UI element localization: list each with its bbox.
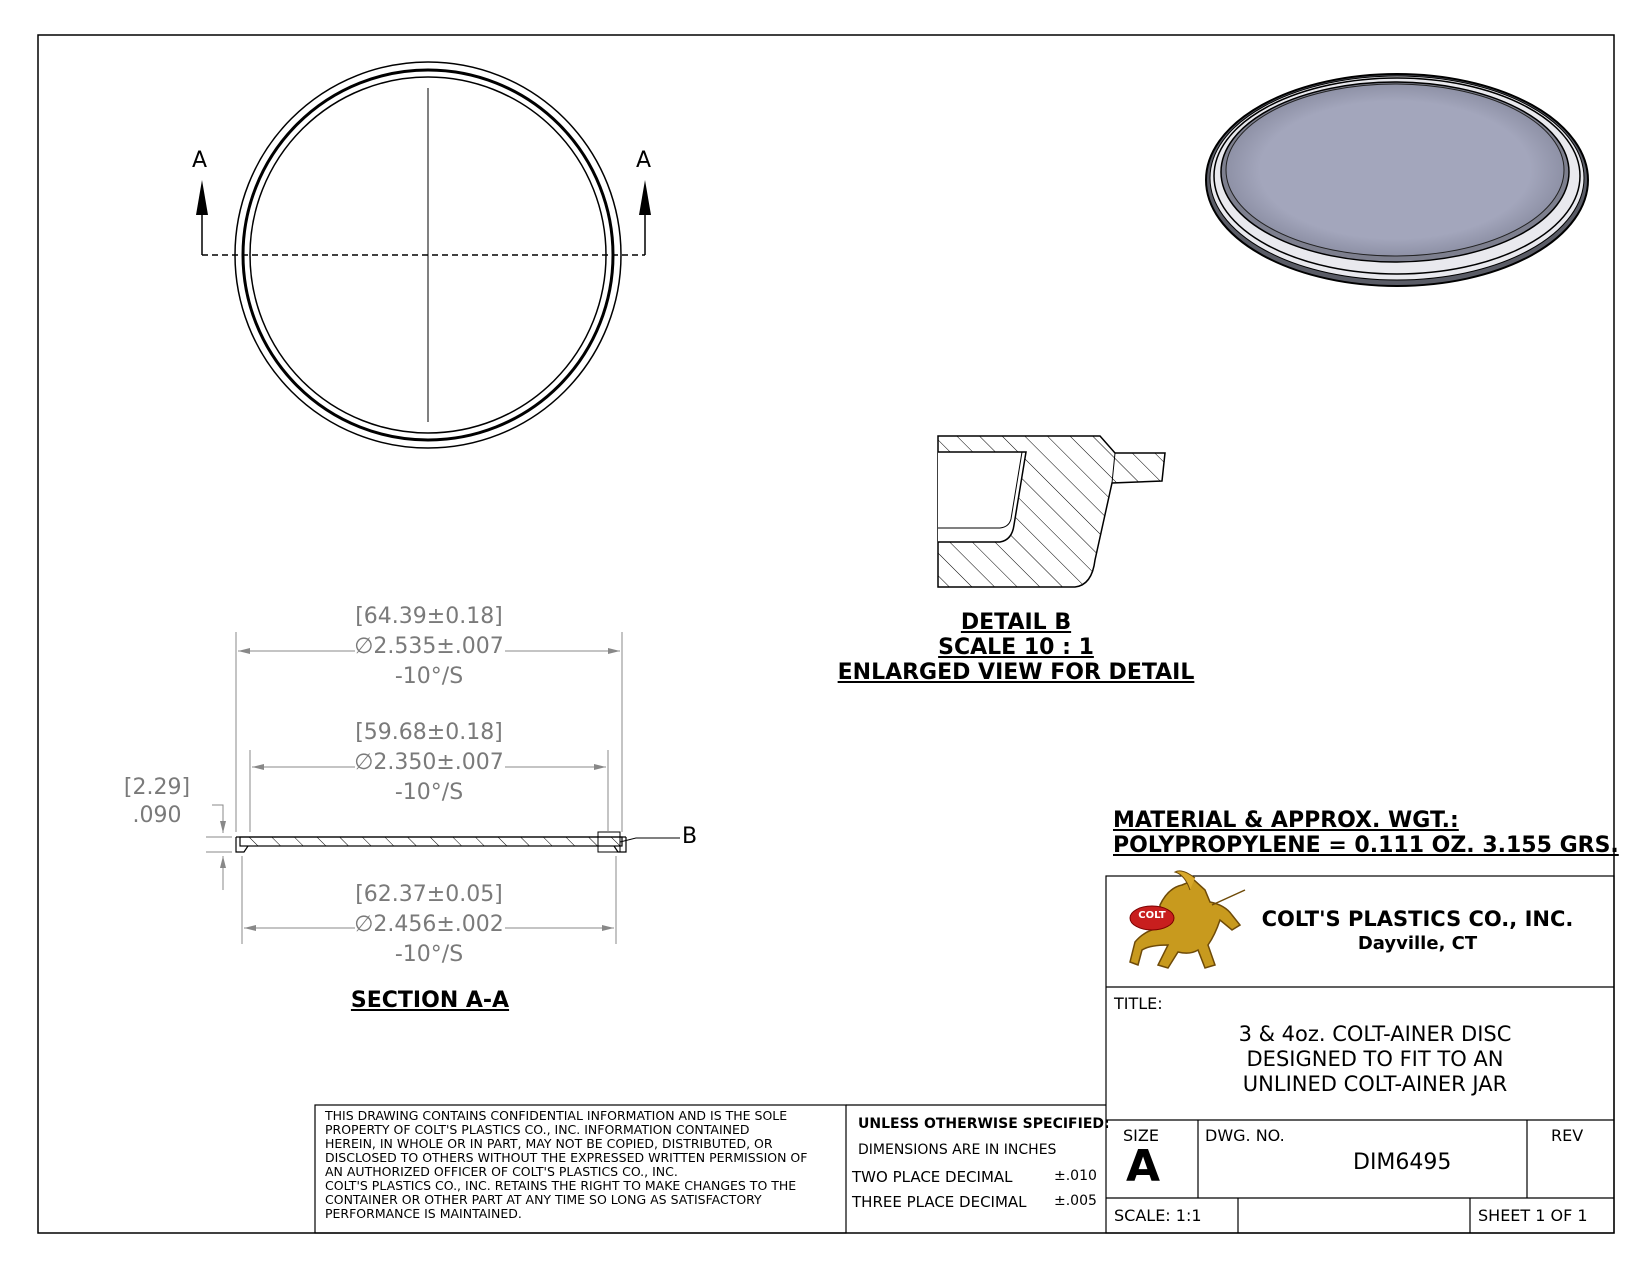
- section-label-right: A: [636, 148, 652, 173]
- tolerance-two-place-value: ±.010: [1054, 1168, 1097, 1184]
- material-block: [1113, 808, 1619, 858]
- tolerance-three-place-value: ±.005: [1054, 1193, 1097, 1209]
- dim-height: [112, 774, 202, 830]
- dim-bottom-metric: [62.37±0.05]: [355, 882, 503, 907]
- notice-line-4: DISCLOSED TO OTHERS WITHOUT THE EXPRESSED WRITTEN PERMISSION OF: [325, 1150, 808, 1165]
- section-label-left: A: [192, 148, 208, 173]
- sheet-number: SHEET 1 OF 1: [1478, 1206, 1588, 1225]
- detail-b-drawing: [938, 433, 1165, 587]
- dim-height-metric: [2.29]: [123, 775, 191, 800]
- dim-height-inch: .090: [132, 803, 182, 828]
- detail-b-titles: [826, 610, 1206, 685]
- dim-outer-draft: -10°/S: [394, 664, 464, 689]
- title-line-3: UNLINED COLT-AINER JAR: [1242, 1072, 1508, 1096]
- tolerance-heading: UNLESS OTHERWISE SPECIFIED:: [858, 1116, 1110, 1132]
- dwg-label: DWG. NO.: [1205, 1126, 1285, 1145]
- confidential-notice: [325, 1109, 845, 1221]
- logo-text: COLT: [1138, 910, 1166, 921]
- size-label: SIZE: [1123, 1126, 1159, 1145]
- notice-line-1: THIS DRAWING CONTAINS CONFIDENTIAL INFORMATION AND IS THE SOLE: [325, 1108, 788, 1123]
- scale-value: SCALE: 1:1: [1114, 1206, 1202, 1225]
- dim-bottom: [329, 880, 529, 970]
- size-value: A: [1126, 1141, 1161, 1192]
- dim-bottom-inch: ∅2.456±.002: [354, 912, 504, 937]
- notice-line-2: PROPERTY OF COLT'S PLASTICS CO., INC. INFORMATION CONTAINED: [325, 1122, 750, 1137]
- section-title: SECTION A-A: [350, 988, 510, 1013]
- title-label: TITLE:: [1114, 994, 1163, 1013]
- tolerance-two-place: TWO PLACE DECIMAL: [852, 1168, 1013, 1186]
- title-text: [1160, 1022, 1590, 1097]
- company-location: Dayville, CT: [1357, 933, 1478, 954]
- rev-label: REV: [1551, 1126, 1584, 1145]
- notice-line-5: AN AUTHORIZED OFFICER OF COLT'S PLASTICS CO., INC.: [325, 1164, 678, 1179]
- section-arrow-right: [639, 180, 651, 215]
- detail-b-scale: SCALE 10 : 1: [938, 635, 1094, 660]
- company-block: [1245, 906, 1590, 956]
- dim-outer: [329, 602, 529, 692]
- detail-b-leader: [620, 838, 680, 842]
- notice-line-3: HEREIN, IN WHOLE OR IN PART, MAY NOT BE COPIED, DISTRIBUTED, OR: [325, 1136, 773, 1151]
- dwg-number: DIM6495: [1353, 1150, 1452, 1175]
- dim-bottom-draft: -10°/S: [394, 942, 464, 967]
- detail-b-note: ENLARGED VIEW FOR DETAIL: [837, 660, 1195, 685]
- detail-b-title: DETAIL B: [960, 610, 1072, 635]
- notice-line-8: PERFORMANCE IS MAINTAINED.: [325, 1206, 522, 1221]
- title-line-2: DESIGNED TO FIT TO AN: [1246, 1047, 1504, 1071]
- dim-inner: [329, 718, 529, 808]
- dim-inner-inch: ∅2.350±.007: [354, 750, 504, 775]
- dim-outer-metric: [64.39±0.18]: [355, 604, 503, 629]
- notice-line-6: COLT'S PLASTICS CO., INC. RETAINS THE RIGHT TO MAKE CHANGES TO THE: [325, 1178, 797, 1193]
- material-line2: POLYPROPYLENE = 0.111 OZ. 3.155 GRS.: [1113, 833, 1619, 858]
- notice-line-7: CONTAINER OR OTHER PART AT ANY TIME SO LONG AS SATISFACTORY: [325, 1192, 762, 1207]
- detail-b-callout-label: B: [682, 824, 698, 849]
- iso-disc: [1206, 74, 1588, 286]
- company-name: COLT'S PLASTICS CO., INC.: [1261, 907, 1574, 931]
- section-arrow-left: [196, 180, 208, 215]
- dim-inner-metric: [59.68±0.18]: [355, 720, 503, 745]
- plan-view: [196, 62, 651, 448]
- dim-outer-inch: ∅2.535±.007: [354, 634, 504, 659]
- material-line1: MATERIAL & APPROX. WGT.:: [1113, 808, 1459, 833]
- title-line-1: 3 & 4oz. COLT-AINER DISC: [1238, 1022, 1512, 1046]
- tolerance-three-place: THREE PLACE DECIMAL: [852, 1193, 1027, 1211]
- tolerance-units: DIMENSIONS ARE IN INCHES: [858, 1142, 1057, 1158]
- dim-inner-draft: -10°/S: [394, 780, 464, 805]
